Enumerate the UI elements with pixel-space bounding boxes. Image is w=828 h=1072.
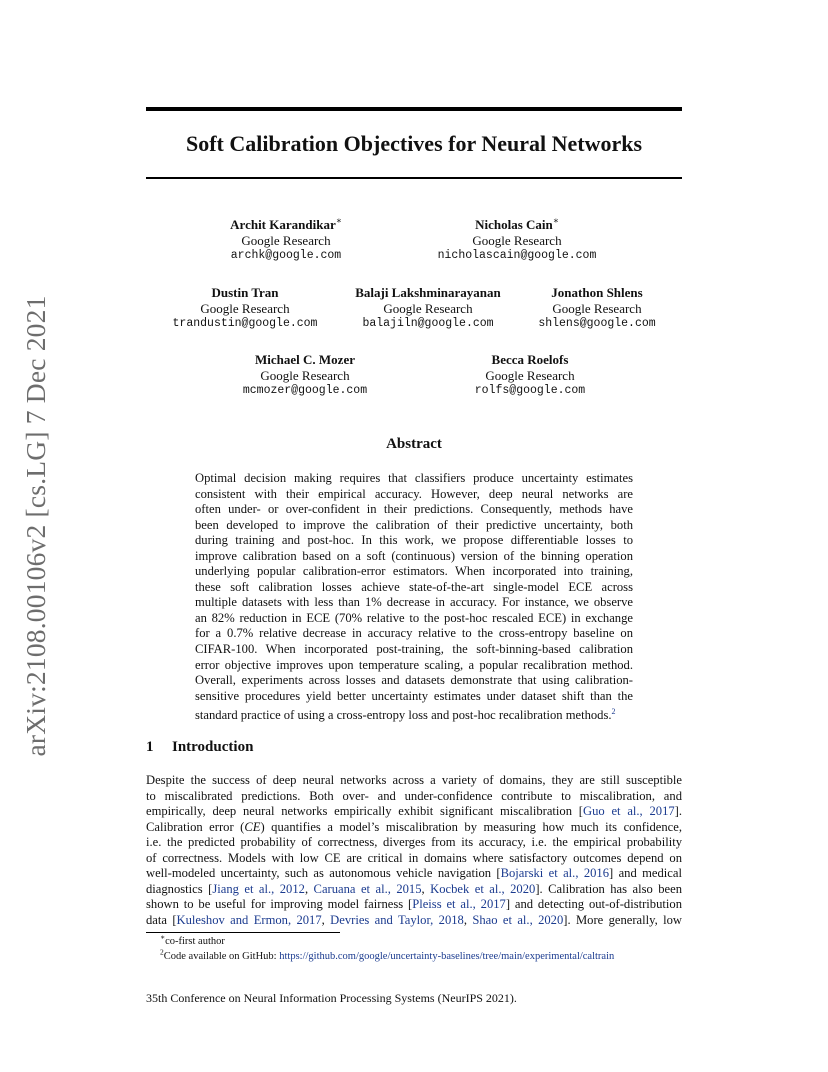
abstract-line: an 82% reduction in ECE (70% relative to the post-hoc rescaled ECE) in exchange bbox=[195, 610, 633, 625]
author-affiliation: Google Research bbox=[383, 300, 473, 316]
abstract-line: Overall, experiments across losses and datasets demonstrate that using calibration- bbox=[195, 673, 633, 688]
author-block bbox=[165, 285, 325, 332]
abstract-line: consistent with their empirical accuracy. However, deep neural networks are bbox=[195, 486, 633, 501]
author-affiliation: Google Research bbox=[241, 232, 331, 248]
author-name: Becca Roelofs bbox=[491, 352, 569, 367]
abstract-line: often under- or over-confident in their predictions. Consequently, methods have bbox=[195, 502, 633, 517]
text-run: ] and medical bbox=[609, 866, 682, 880]
citation-link[interactable]: Jiang et al., 2012 bbox=[212, 881, 305, 896]
author-block bbox=[417, 217, 617, 264]
introduction-body bbox=[146, 773, 682, 928]
section-title: Introduction bbox=[172, 739, 254, 755]
abstract-line: CIFAR-100. When incorporated post-training, the soft-binning-based calibration bbox=[195, 642, 633, 657]
arxiv-identifier: arXiv:2108.00106v2 [cs.LG] 7 Dec 2021 bbox=[20, 295, 51, 757]
author-affiliation: Google Research bbox=[552, 300, 642, 316]
author-block bbox=[450, 352, 610, 399]
section-heading bbox=[146, 738, 253, 756]
text-run: ]. bbox=[674, 804, 683, 818]
author-name: Balaji Lakshminarayanan bbox=[355, 285, 501, 300]
abstract-body bbox=[195, 471, 633, 724]
abstract-line: been developed to improve the calibration of their predictive uncertainty, both bbox=[195, 517, 633, 532]
paragraph-line bbox=[146, 789, 682, 805]
footnote-mark: 2 bbox=[160, 947, 164, 956]
text-run: i.e. the predicted probability of correctness, diverges from its accuracy, i.e. the empirical probability bbox=[146, 835, 682, 849]
paragraph-line bbox=[146, 882, 682, 898]
author-affiliation: Google Research bbox=[485, 367, 575, 383]
author-affiliation: Google Research bbox=[472, 232, 562, 248]
title-bottom-rule bbox=[146, 177, 682, 179]
citation-link[interactable]: Kocbek et al., 2020 bbox=[430, 881, 536, 896]
text-run: ]. More generally, low bbox=[563, 912, 683, 927]
paragraph-line bbox=[146, 913, 682, 929]
author-email: rolfs@google.com bbox=[474, 384, 586, 397]
abstract-line: underlying popular calibration-error estimators. When incorporated into training, bbox=[195, 564, 633, 579]
github-link[interactable]: https://github.com/google/uncertainty-baselines/tree/main/experimental/caltrain bbox=[279, 950, 615, 962]
author-name: Michael C. Mozer bbox=[255, 352, 355, 367]
title-top-rule bbox=[146, 107, 682, 111]
paragraph-line bbox=[146, 897, 682, 913]
italic-term: CE bbox=[244, 819, 261, 834]
author-mark: ∗ bbox=[335, 215, 342, 226]
citation-link[interactable]: Devries and Taylor, 2018 bbox=[330, 912, 464, 927]
text-run: shown to be useful for improving model fairness [ bbox=[146, 897, 413, 911]
text-run: Calibration error ( bbox=[146, 819, 245, 834]
author-email: balajiln@google.com bbox=[362, 317, 494, 330]
author-email: shlens@google.com bbox=[538, 317, 656, 330]
author-block bbox=[225, 352, 385, 399]
text-run: diagnostics [ bbox=[146, 881, 213, 896]
abstract-heading: Abstract bbox=[386, 436, 442, 452]
text-run: data [ bbox=[146, 912, 177, 927]
author-affiliation: Google Research bbox=[260, 367, 350, 383]
text-run: , bbox=[421, 881, 431, 896]
author-name: Dustin Tran bbox=[211, 285, 279, 300]
footnote-rule bbox=[146, 932, 340, 933]
author-email: mcmozer@google.com bbox=[242, 384, 368, 397]
paragraph-line bbox=[146, 835, 682, 851]
text-run: empirically, deep neural networks empirically exhibit significant miscalibration [ bbox=[146, 804, 583, 818]
citation-link[interactable]: Guo et al., 2017 bbox=[583, 804, 675, 818]
paper-title: Soft Calibration Objectives for Neural Networks bbox=[185, 131, 643, 156]
text-run: of correctness. Models with low CE are critical in domains where satisfactory outcomes depend on bbox=[146, 850, 682, 865]
citation-link[interactable]: Bojarski et al., 2016 bbox=[500, 866, 610, 880]
text-run: ) quantifies a model’s miscalibration by measuring how much its confidence, bbox=[260, 819, 682, 834]
text-run: ]. Calibration has also been bbox=[535, 881, 682, 896]
citation-link[interactable]: Shao et al., 2020 bbox=[472, 912, 564, 927]
paragraph-line bbox=[146, 804, 682, 820]
text-run: , bbox=[321, 912, 331, 927]
footnote bbox=[160, 947, 690, 965]
text-run: well-modeled uncertainty, such as autonomous vehicle navigation [ bbox=[146, 866, 501, 880]
footnote-text: co-first author bbox=[165, 936, 225, 947]
author-block bbox=[338, 285, 518, 332]
text-run: , bbox=[463, 912, 473, 927]
abstract-line: these soft calibration losses achieve state-of-the-art single-model ECE across bbox=[195, 579, 633, 594]
section-number: 1 bbox=[146, 739, 154, 755]
text-run: Despite the success of deep neural networks across a variety of domains, they are still susceptible bbox=[146, 773, 682, 787]
citation-link[interactable]: Pleiss et al., 2017 bbox=[412, 897, 506, 911]
abstract-line: during training and post-hoc. In this work, we propose differentiable losses to bbox=[195, 533, 633, 548]
paragraph-line bbox=[146, 851, 682, 867]
author-block bbox=[206, 217, 366, 264]
author-name: Archit Karandikar bbox=[230, 217, 336, 232]
footnote-mark: ∗ bbox=[160, 932, 166, 942]
author-mark: ∗ bbox=[552, 215, 559, 226]
author-email: trandustin@google.com bbox=[172, 317, 318, 330]
text-run: , bbox=[304, 881, 314, 896]
author-affiliation: Google Research bbox=[200, 300, 290, 316]
citation-link[interactable]: Caruana et al., 2015 bbox=[313, 881, 422, 896]
footnote-reference[interactable]: 2 bbox=[611, 707, 616, 717]
abstract-line: for a 0.7% relative decrease in accuracy relative to the cross-entropy baseline on bbox=[195, 626, 633, 641]
author-name: Jonathon Shlens bbox=[551, 285, 643, 300]
paragraph-line bbox=[146, 820, 682, 836]
footnote-text: Code available on GitHub: bbox=[163, 950, 280, 962]
abstract-line: sensitive procedures yield better uncertainty estimates under dataset shift than the bbox=[195, 688, 633, 703]
abstract-line: multiple datasets with less than 1% decrease in accuracy. For instance, we observe bbox=[195, 595, 633, 610]
arxiv-side-stamp bbox=[18, 295, 54, 757]
paragraph-line bbox=[146, 773, 682, 789]
citation-link[interactable]: Kuleshov and Ermon, 2017 bbox=[176, 912, 322, 927]
author-block bbox=[522, 285, 672, 332]
paragraph-line bbox=[146, 866, 682, 882]
abstract-line: improve calibration based on a soft (continuous) version of the binning operation bbox=[195, 548, 633, 563]
footnote bbox=[160, 932, 690, 950]
author-name: Nicholas Cain bbox=[475, 217, 553, 232]
abstract-line: error objective improves upon temperature scaling, a popular recalibration method. bbox=[195, 657, 633, 672]
footnotes bbox=[160, 932, 690, 964]
author-email: archk@google.com bbox=[230, 249, 342, 262]
text-run: ] and detecting out-of-distribution bbox=[505, 897, 682, 911]
author-email: nicholascain@google.com bbox=[437, 249, 597, 262]
abstract-line: Optimal decision making requires that classifiers produce uncertainty estimates bbox=[195, 471, 633, 485]
abstract-line: standard practice of using a cross-entropy loss and post-hoc recalibration methods.$^2$ bbox=[195, 707, 616, 723]
text-run: to miscalibrated predictions. Both over- and under-confidence contribute to miscalibration, and bbox=[146, 788, 682, 803]
venue-footer: 35th Conference on Neural Information Processing Systems (NeurIPS 2021). bbox=[146, 991, 517, 1005]
